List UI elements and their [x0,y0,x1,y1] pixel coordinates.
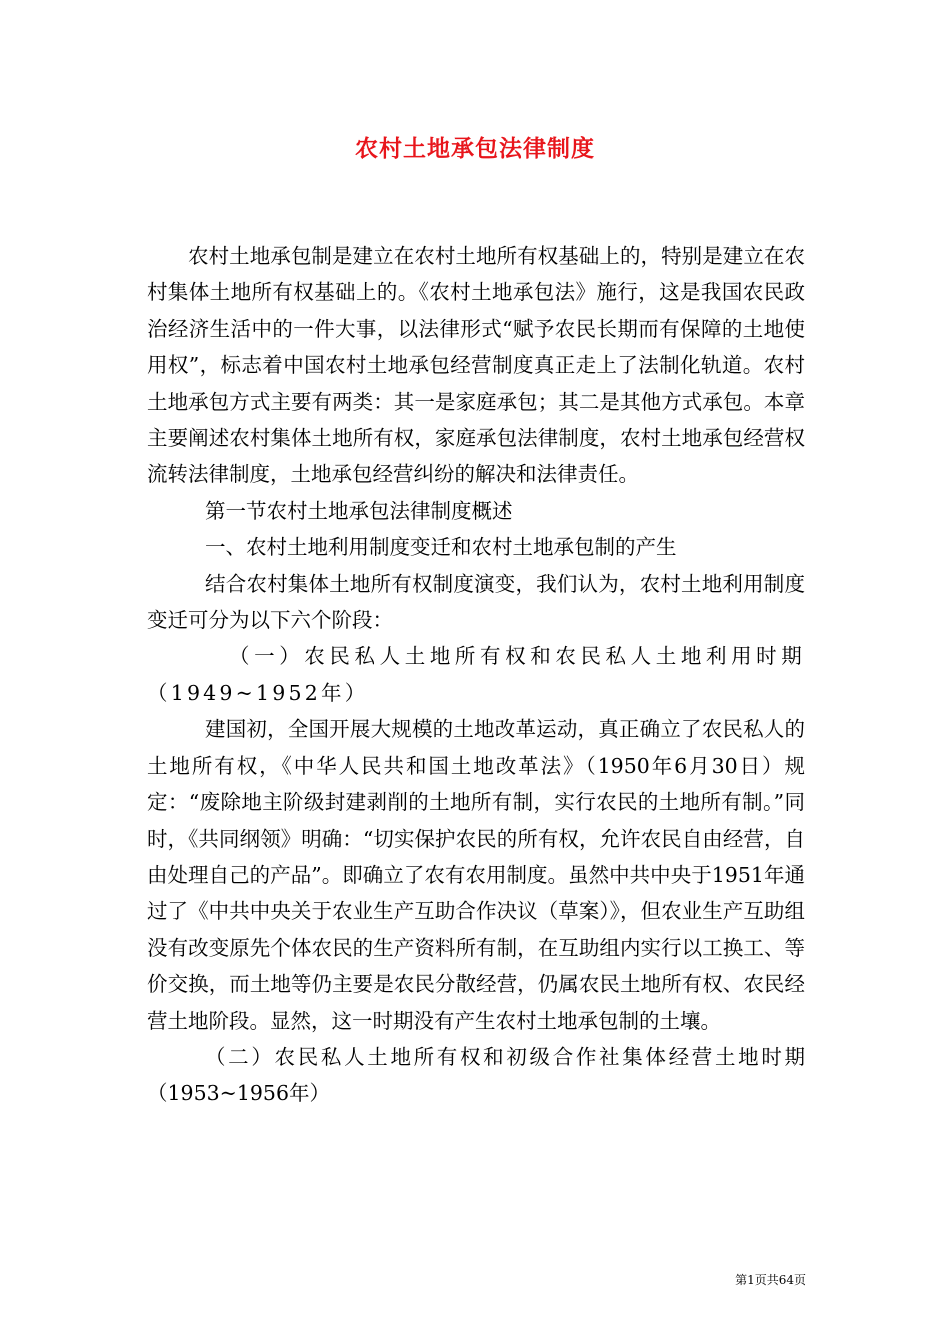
subsection-heading: 一、农村土地利用制度变迁和农村土地承包制的产生 [205,535,677,560]
stage-heading-2: （二）农民私人土地所有权和初级合作社集体经营土地时期（1953~1956年） [147,1044,805,1106]
section-heading: 第一节农村土地承包法律制度概述 [205,498,513,523]
paragraph-stages: 结合农村集体土地所有权制度演变，我们认为，农村土地利用制度变迁可分为以下六个阶段： [147,571,805,633]
document-title: 农村土地承包法律制度 [355,135,595,162]
stage-heading-1: （一）农民私人土地所有权和农民私人土地利用时期（1949~1952年） [147,644,805,705]
page-number: 第1页共64页 [735,1273,806,1287]
paragraph-intro: 农村土地承包制是建立在农村土地所有权基础上的，特别是建立在农村集体土地所有权基础上的。《农村土地承包法》施行，这是我国农民政治经济生活中的一件大事，以法律形式“赋予农民长期而有保障的土地使用权”，标志着中国农村土地承包经营制度真正走上了法制化轨道。农村土地承包方式主要有两类：其一是家庭承包；其二是其他方式承包。本章主要阐述农村集体土地所有权，家庭承包法律制度，农村土地承包经营权流转法律制度，土地承包经营纠纷的解决和法律责任。 [147,244,805,487]
paragraph-stage-1: 建国初，全国开展大规模的土地改革运动，真正确立了农民私人的土地所有权，《中华人民共和国土地改革法》（1950年6月30日）规定：“废除地主阶级封建剥削的土地所有制，实行农民的土地所有制。”同时，《共同纲领》明确：“切实保护农民的所有权，允许农民自由经营，自由处理自己的产品”。即确立了农有农用制度。虽然中共中央于1951年通过了《中共中央关于农业生产互助合作决议（草案）》，但农业生产互助组没有改变原先个体农民的生产资料所有制，在互助组内实行以工换工、等价交换，而土地等仍主要是农民分散经营，仍属农民土地所有权、农民经营土地阶段。显然，这一时期没有产生农村土地承包制的土壤。 [147,717,805,1033]
document-body [147,238,805,1112]
